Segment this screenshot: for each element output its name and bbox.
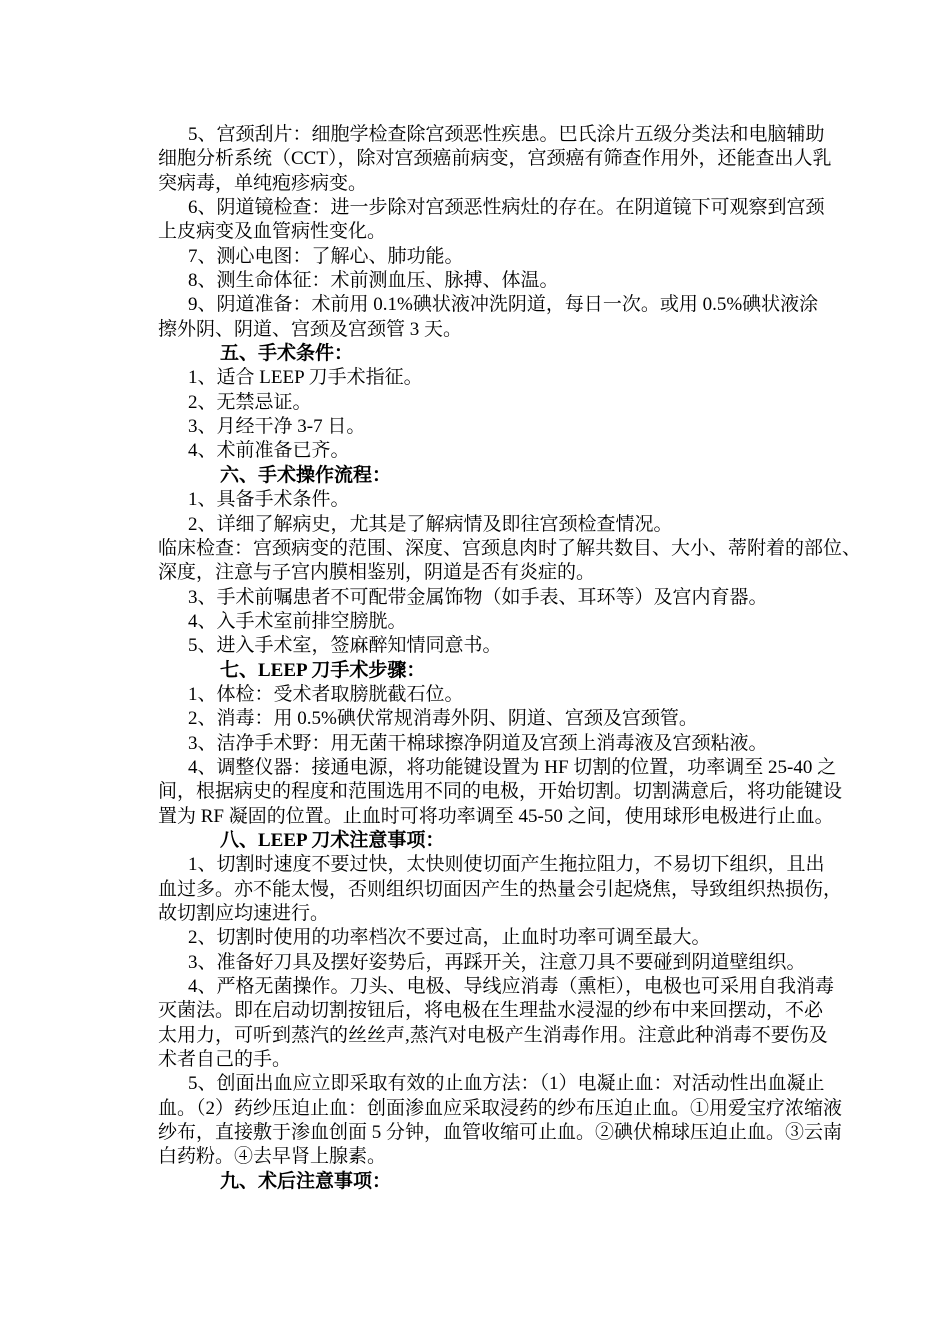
text-line: 九、术后注意事项： — [220, 1170, 392, 1192]
paragraph — [158, 634, 808, 658]
text-line: 4、调整仪器：接通电源，将功能键设置为 HF 切割的位置，功率调至 25-40 之 — [188, 756, 837, 778]
text-line: 9、阴道准备：术前用 0.1%碘状液冲洗阴道，每日一次。或用 0.5%碘状液涂 — [188, 294, 819, 316]
text-line: 深度，注意与子宫内膜相鉴别，阴道是否有炎症的。 — [158, 562, 596, 584]
paragraph — [158, 439, 808, 463]
text-line: 临床检查：宫颈病变的范围、深度、宫颈息肉时了解共数目、大小、蒂附着的部位、 — [158, 537, 862, 559]
paragraph — [158, 293, 819, 342]
paragraph — [158, 756, 843, 829]
text-line: 突病毒，单纯疱疹病变。 — [158, 172, 368, 194]
text-line: 1、具备手术条件。 — [188, 489, 350, 511]
text-line: 上皮病变及血管病性变化。 — [158, 221, 387, 243]
section-heading — [158, 1170, 808, 1194]
text-line: 3、洁净手术野：用无菌干棉球擦净阴道及宫颈上消毒液及宫颈粘液。 — [188, 732, 768, 754]
section-heading — [158, 342, 808, 366]
text-line: 4、术前准备已齐。 — [188, 440, 350, 462]
paragraph — [158, 586, 808, 610]
text-line: 6、阴道镜检查：进一步除对宫颈恶性病灶的存在。在阴道镜下可观察到宫颈 — [188, 197, 825, 219]
text-line: 5、宫颈刮片：细胞学检查除宫颈恶性疾患。巴氏涂片五级分类法和电脑辅助 — [188, 124, 825, 145]
document-body — [158, 123, 862, 1194]
text-line: 5、创面出血应立即采取有效的止血方法：（1）电凝止血：对活动性出血凝止 — [188, 1073, 825, 1095]
text-line: 2、消毒：用 0.5%碘伏常规消毒外阴、阴道、宫颈及宫颈管。 — [188, 708, 698, 730]
section-heading — [158, 464, 808, 488]
paragraph — [158, 975, 835, 1072]
text-line: 细胞分析系统（CCT），除对宫颈癌前病变，宫颈癌有筛查作用外，还能查出人乳 — [158, 148, 832, 170]
text-line: 七、LEEP 刀手术步骤： — [220, 659, 426, 681]
paragraph — [158, 537, 862, 586]
paragraph — [158, 366, 808, 390]
text-line: 1、切割时速度不要过快，太快则使切面产生拖拉阻力，不易切下组织，且出 — [188, 854, 825, 876]
paragraph — [158, 269, 808, 293]
text-line: 2、无禁忌证。 — [188, 391, 312, 413]
text-line: 4、严格无菌操作。刀头、电极、导线应消毒（熏柜），电极也可采用自我消毒 — [188, 976, 835, 998]
paragraph — [158, 1072, 843, 1169]
paragraph — [158, 683, 808, 707]
text-line: 擦外阴、阴道、宫颈及宫颈管 3 天。 — [158, 318, 463, 340]
paragraph — [158, 853, 843, 926]
text-line: 白药粉。④去早肾上腺素。 — [158, 1146, 387, 1168]
text-line: 间，根据病史的程度和范围选用不同的电极，开始切割。切割满意后，将功能键设 — [158, 781, 843, 803]
text-line: 纱布，直接敷于渗血创面 5 分钟，血管收缩可止血。②碘伏棉球压迫止血。③云南 — [158, 1122, 843, 1144]
paragraph — [158, 391, 808, 415]
text-line: 八、LEEP 刀术注意事项： — [220, 829, 445, 851]
paragraph — [158, 513, 808, 537]
paragraph — [158, 245, 808, 269]
paragraph — [158, 610, 808, 634]
text-line: 8、测生命体征：术前测血压、脉搏、体温。 — [188, 270, 559, 292]
paragraph — [158, 707, 808, 731]
text-line: 术者自己的手。 — [158, 1049, 292, 1071]
text-line: 2、详细了解病史，尤其是了解病情及即往宫颈检查情况。 — [188, 513, 673, 535]
paragraph — [158, 123, 832, 196]
text-line: 血过多。亦不能太慢，否则组织切面因产生的热量会引起烧焦，导致组织热损伤， — [158, 878, 843, 900]
text-line: 五、手术条件： — [220, 343, 354, 365]
section-heading — [158, 659, 808, 683]
text-line: 7、测心电图：了解心、肺功能。 — [188, 245, 464, 267]
paragraph — [158, 732, 808, 756]
text-line: 2、切割时使用的功率档次不要过高，止血时功率可调至最大。 — [188, 927, 711, 949]
section-heading — [158, 829, 808, 853]
text-line: 3、月经干净 3-7 日。 — [188, 416, 366, 438]
text-line: 太用力，可听到蒸汽的丝丝声,蒸汽对电极产生消毒作用。注意此种消毒不要伤及 — [158, 1024, 828, 1046]
text-line: 4、入手术室前排空膀胱。 — [188, 610, 407, 632]
text-line: 5、进入手术室，签麻醉知情同意书。 — [188, 635, 502, 657]
paragraph — [158, 488, 808, 512]
text-line: 3、手术前嘱患者不可配带金属饰物（如手表、耳环等）及宫内育器。 — [188, 586, 768, 608]
paragraph — [158, 196, 825, 245]
paragraph — [158, 951, 808, 975]
text-line: 灭菌法。即在启动切割按钮后，将电极在生理盐水浸湿的纱布中来回摆动，不必 — [158, 1000, 824, 1022]
text-line: 六、手术操作流程： — [220, 464, 392, 486]
paragraph — [158, 926, 808, 950]
text-line: 血。（2）药纱压迫止血：创面渗血应采取浸药的纱布压迫止血。①用爱宝疗浓缩液 — [158, 1097, 843, 1119]
text-line: 置为 RF 凝固的位置。止血时可将功率调至 45-50 之间，使用球形电极进行止血。 — [158, 805, 834, 827]
text-line: 故切割应均速进行。 — [158, 903, 330, 924]
text-line: 1、适合 LEEP 刀手术指征。 — [188, 367, 423, 389]
text-line: 1、体检：受术者取膀胱截石位。 — [188, 683, 464, 705]
text-line: 3、准备好刀具及摆好姿势后，再踩开关，注意刀具不要碰到阴道壁组织。 — [188, 951, 806, 973]
paragraph — [158, 415, 808, 439]
